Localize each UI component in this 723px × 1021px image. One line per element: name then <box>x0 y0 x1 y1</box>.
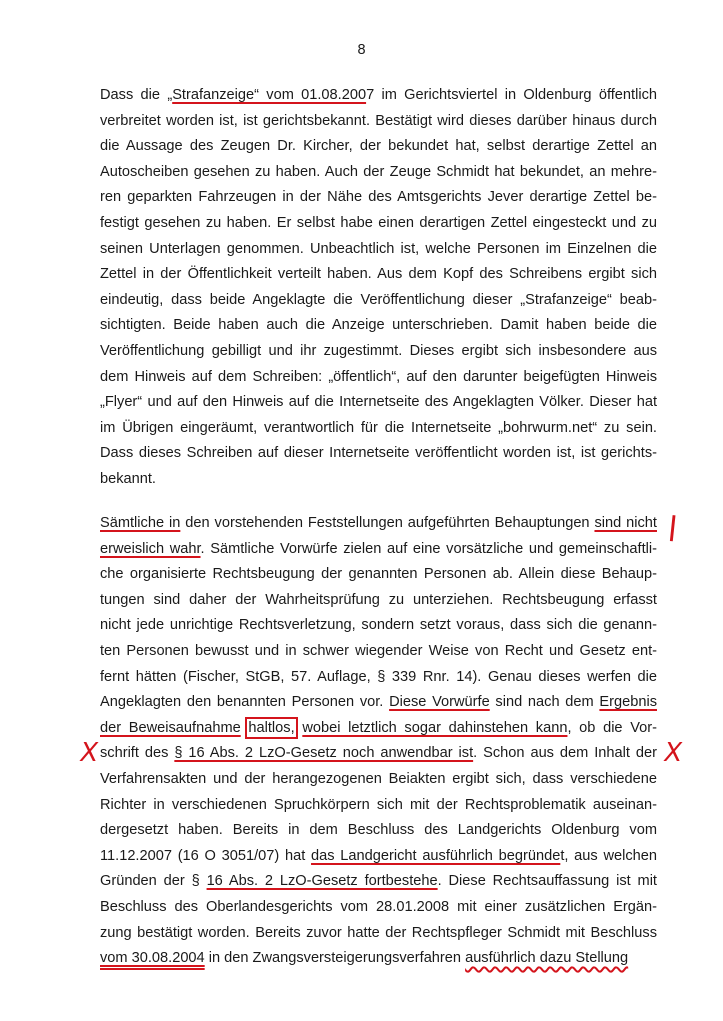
text-segment: . Diese Rechtsauffassung ist mit <box>437 873 657 890</box>
text-line <box>100 109 657 135</box>
text-segment: die Aussage des Zeugen Dr. Kircher, der bekundet hat, selbst derartige Zettel an <box>100 138 657 155</box>
text-line <box>100 365 657 391</box>
text-line <box>100 390 657 416</box>
annotated-text: ausführlich dazu Stellung <box>465 950 629 967</box>
text-line <box>100 921 657 947</box>
text-segment: Veröffentlichung gebilligt und ihr zugestimmt. Dieses ergibt sich insbesondere aus <box>100 342 657 359</box>
annotated-text: wobei letztlich sogar dahinstehen kann <box>302 719 568 736</box>
text-line <box>100 262 657 288</box>
text-segment: Zettel in der Öffentlichkeit verteilt haben. Aus dem Kopf des Schreibens ergibt sich <box>100 266 657 283</box>
text-line <box>100 869 657 895</box>
text-segment: verbreitet worden ist, ist gerichtsbekannt. Bestätigt wird dieses darüber hinaus durch <box>100 112 657 129</box>
annotated-text: erweislich wahr <box>100 540 201 557</box>
annotated-text: der Beweisaufnahme <box>100 719 241 736</box>
text-segment: festigt gesehen zu haben. Er selbst habe einen derartigen Zettel eingesteckt und zu <box>100 214 657 231</box>
text-segment: 7 im Gerichtsviertel in Oldenburg öffentlich <box>366 87 657 103</box>
text-line <box>100 613 657 639</box>
text-segment: ren geparkten Fahrzeugen in der Nähe des Amtsgerichts Jever derartige Zettel be- <box>100 189 657 206</box>
text-segment: . Sämtliche Vorwürfe zielen auf eine vorsätzliche und gemeinschaftli- <box>200 540 657 557</box>
annotated-text: Strafanzeige“ vom 01.08.200 <box>172 87 367 103</box>
text-segment: nicht jede unrichtige Rechtsverletzung, sondern setzt voraus, dass sich die genann- <box>100 617 657 634</box>
text-segment: dem Hinweis auf dem Schreiben: „öffentlich“, auf den darunter beigefügten Hinweis <box>100 368 657 385</box>
text-segment: . Schon aus dem Inhalt der <box>473 745 657 762</box>
paragraph-1 <box>100 83 657 493</box>
annotated-text: Diese Vorwürfe <box>389 694 490 711</box>
text-segment: sichtigten. Beide haben auch die Anzeige unterschrieben. Damit haben beide die <box>100 317 657 334</box>
text-segment: ten Personen bewusst und in schwer wiegender Weise von Recht und Gesetz ent- <box>100 642 657 659</box>
text-segment: den vorstehenden Feststellungen aufgeführten Behauptungen <box>180 515 595 531</box>
paragraph-2 <box>100 511 657 972</box>
text-line <box>100 767 657 793</box>
annotated-text: das Landgericht ausführlich begründe <box>311 847 561 864</box>
text-segment: im Übrigen eingeräumt, verantwortlich für die Internetseite „bohrwurm.net“ zu sein. <box>100 419 657 436</box>
text-segment: sind nach dem <box>489 694 600 711</box>
text-segment: zung bestätigt worden. Bereits zuvor hatte der Rechtspfleger Schmidt mit Beschluss <box>100 924 657 941</box>
text-segment: Angeklagten den benannten Personen vor. <box>100 694 390 711</box>
annotated-text: vom 30.08.2004 <box>100 950 205 967</box>
text-segment: „Flyer“ und auf den Hinweis auf die Internetseite des Angeklagten Völker. Dieser hat <box>100 394 657 411</box>
text-segment: in den Zwangsversteigerungsverfahren <box>204 950 466 967</box>
text-segment: seinen Unterlagen genommen. Unbeachtlich ist, welche Personen im Einzelnen die <box>100 240 657 257</box>
text-line <box>100 588 657 614</box>
annotated-text: sind nicht <box>594 515 657 531</box>
text-segment: bekannt. <box>100 470 156 487</box>
text-segment: Autoscheiben gesehen zu haben. Auch der Zeuge Schmidt hat bekundet, an mehre- <box>100 163 657 180</box>
margin-cross-right-mark: X <box>661 738 685 768</box>
text-line <box>100 134 657 160</box>
text-segment: Dass dieses Schreiben auf dieser Internetseite veröffentlicht worden ist, ist gerichts- <box>100 445 657 462</box>
text-segment: Beschluss des Oberlandesgerichts vom 28.01.2008 mit einer zusätzlichen Ergän- <box>100 898 657 915</box>
text-line <box>100 741 657 767</box>
text-segment: 11.12.2007 (16 O 3051/07) hat <box>100 847 312 864</box>
annotated-text: haltlos, <box>248 719 295 736</box>
text-line <box>100 83 657 109</box>
text-segment: che organisierte Rechtsbeugung der genannten Personen ab. Allein diese Behaup- <box>100 566 657 583</box>
text-line <box>100 160 657 186</box>
text-segment: , ob die Vor- <box>567 719 657 736</box>
text-segment: schrift des <box>100 745 175 762</box>
annotated-text: Ergebnis <box>599 694 657 711</box>
text-segment: Dass die „ <box>100 87 173 103</box>
text-line <box>100 818 657 844</box>
text-line <box>100 716 657 742</box>
text-line <box>100 185 657 211</box>
text-line <box>100 416 657 442</box>
text-line <box>100 639 657 665</box>
text-segment: Richter in verschiedenen Spruchkörpern sich mit der Rechtsproblematik auseinan- <box>100 796 657 813</box>
text-line <box>100 946 657 972</box>
annotated-text: § 16 Abs. 2 LzO-Gesetz noch anwendbar ist <box>174 745 474 762</box>
text-segment: dergesetzt haben. Bereits in dem Beschluss des Landgerichts Oldenburg vom <box>100 822 657 839</box>
text-line <box>100 665 657 691</box>
text-line <box>100 537 657 563</box>
text-line <box>100 288 657 314</box>
text-line <box>100 895 657 921</box>
text-line <box>100 511 657 537</box>
text-segment: Gründen der § <box>100 873 207 890</box>
text-line <box>100 211 657 237</box>
text-line <box>100 339 657 365</box>
text-line <box>100 562 657 588</box>
text-segment: eindeutig, dass beide Angeklagte die Veröffentlichung dieser „Strafanzeige“ beab- <box>100 291 657 308</box>
text-segment: fernt hätten (Fischer, StGB, 57. Auflage, § 339 Rnr. 14). Genau dieses werfen die <box>100 668 657 685</box>
text-line <box>100 467 657 493</box>
text-line <box>100 690 657 716</box>
text-line <box>100 844 657 870</box>
text-line <box>100 237 657 263</box>
text-line <box>100 313 657 339</box>
annotated-text: Sämtliche in <box>100 515 181 531</box>
annotated-text: 16 Abs. 2 LzO-Gesetz fortbestehe <box>206 873 438 890</box>
text-segment: t, aus welchen <box>560 847 658 864</box>
text-line <box>100 441 657 467</box>
margin-cross-left-mark: X <box>77 738 101 768</box>
text-segment: Verfahrensakten und der herangezogenen Beiakten ergibt sich, dass verschiedene <box>100 770 657 787</box>
margin-bar-mark: | <box>666 511 680 543</box>
page-number: 8 <box>357 42 366 58</box>
text-line <box>100 793 657 819</box>
text-segment: tungen sind daher der Wahrheitsprüfung zu unterziehen. Rechtsbeugung erfasst <box>100 591 657 608</box>
